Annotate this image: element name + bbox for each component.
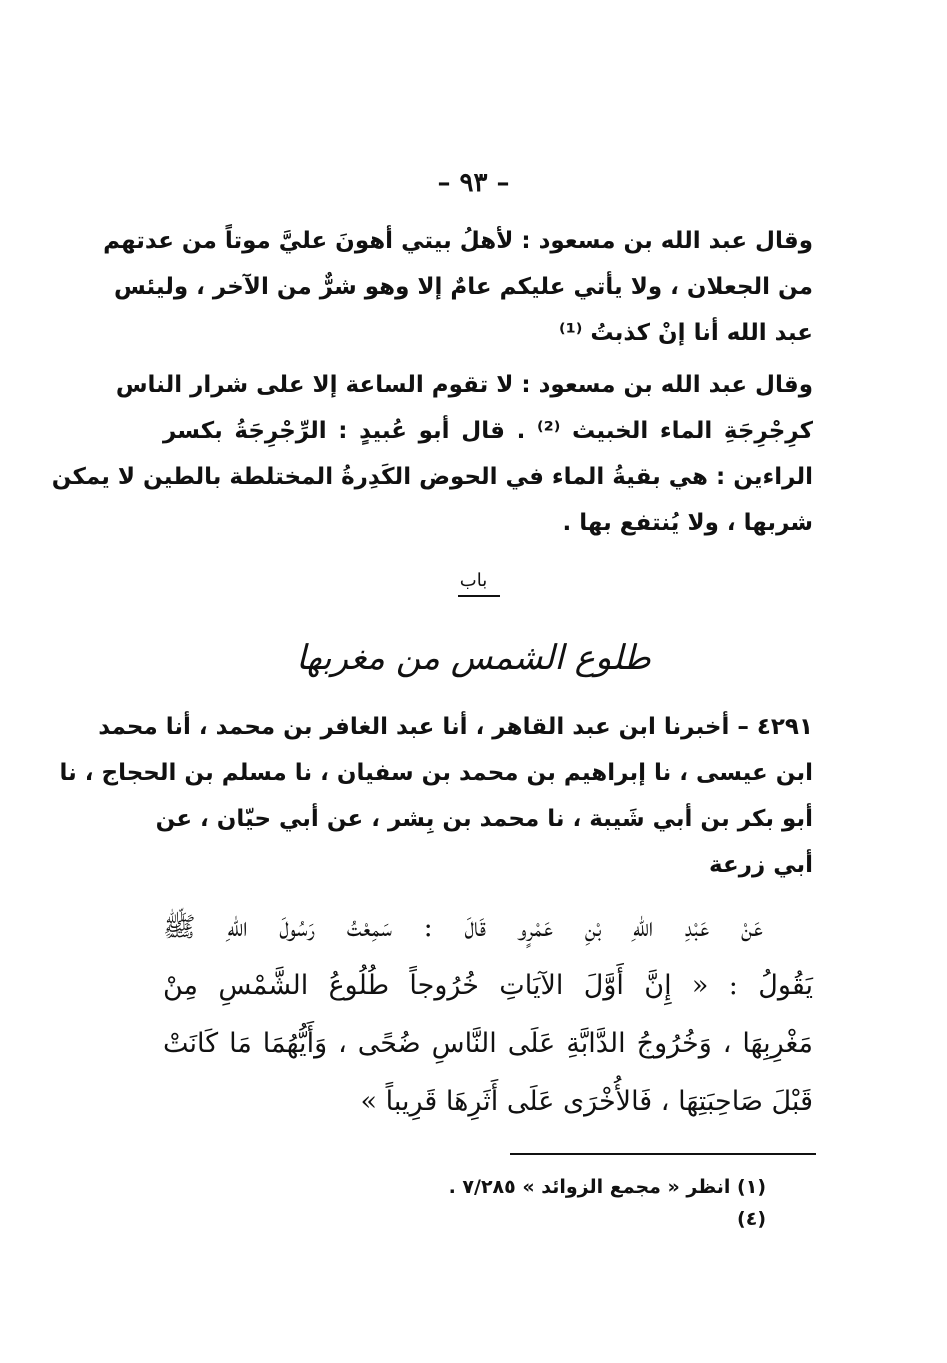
- paragraph-ibn-masud-2: [51, 362, 813, 546]
- text-line: مَغْرِبِهَا ، وَخُرُوجُ الدَّابَّةِ عَلَى النَّاسِ ضُحًى ، وَأَيُّهُمَا مَا كَانَتْ: [163, 1028, 813, 1059]
- text-line: كرِجْرِجَةِ الماء الخبيث ⁽²⁾ . قال أبو عُبيدٍ : الرِّجْرِجَةُ بكسر: [163, 418, 813, 444]
- paragraph-ibn-masud-1: [103, 218, 813, 356]
- section-label: باب: [459, 570, 488, 591]
- text-line: ٤٢٩١ – أخبرنا ابن عبد القاهر ، أنا عبد الغافر بن محمد ، أنا محمد: [98, 714, 813, 740]
- text-line: من الجعلان ، ولا يأتي عليكم عامٌ إلا وهو شرٌّ من الآخر ، وليئس: [113, 274, 813, 300]
- footnote-separator: [510, 1153, 816, 1155]
- hadith-text: [163, 899, 813, 1131]
- text-line: عبد الله أنا إنْ كذبتُ ⁽¹⁾: [559, 320, 813, 346]
- section-label-underline: [458, 595, 500, 597]
- chapter-title: طلوع الشمس من مغربها: [296, 638, 651, 678]
- text-line: الراءين : هي بقيةُ الماء في الحوض الكَدِرةُ المختلطة بالطين لا يمكن: [51, 464, 813, 490]
- text-line: وقال عبد الله بن مسعود : لا تقوم الساعة إلا على شرار الناس: [115, 372, 813, 398]
- text-line: شربها ، ولا يُنتفع بها .: [562, 510, 813, 536]
- page-number: – ٩٣ –: [437, 168, 510, 198]
- text-line: ابن عيسى ، نا إبراهيم بن محمد بن سفيان ، نا مسلم بن الحجاج ، نا: [59, 760, 813, 786]
- printer-signature: (٤): [737, 1208, 766, 1230]
- text-line: وقال عبد الله بن مسعود : لأهلُ بيتي أهونَ عليَّ موتاً من عدتهم: [103, 228, 813, 254]
- text-line: أبي زرعة: [709, 852, 813, 878]
- text-line: يَقُولُ : « إِنَّ أَوَّلَ الآيَاتِ خُرُوجاً طُلُوعُ الشَّمْسِ مِنْ: [163, 970, 813, 1001]
- isnad-paragraph: [59, 704, 813, 888]
- text-line: قَبْلَ صَاحِبَتِهَا ، فَالأُخْرَى عَلَى أَثَرِهَا قَرِيباً »: [360, 1086, 813, 1117]
- text-line: عَنْ عَبْدِ اللهِ بْنِ عَمْرٍو قَالَ : سَمِعْتُ رَسُولَ اللهِ ﷺ: [163, 912, 763, 943]
- footnote-1: (١) انظر « مجمع الزوائد » ٧/٢٨٥ .: [448, 1176, 766, 1198]
- text-line: أبو بكر بن أبي شَيبة ، نا محمد بن بِشر ، عن أبي حيّان ، عن: [155, 806, 813, 832]
